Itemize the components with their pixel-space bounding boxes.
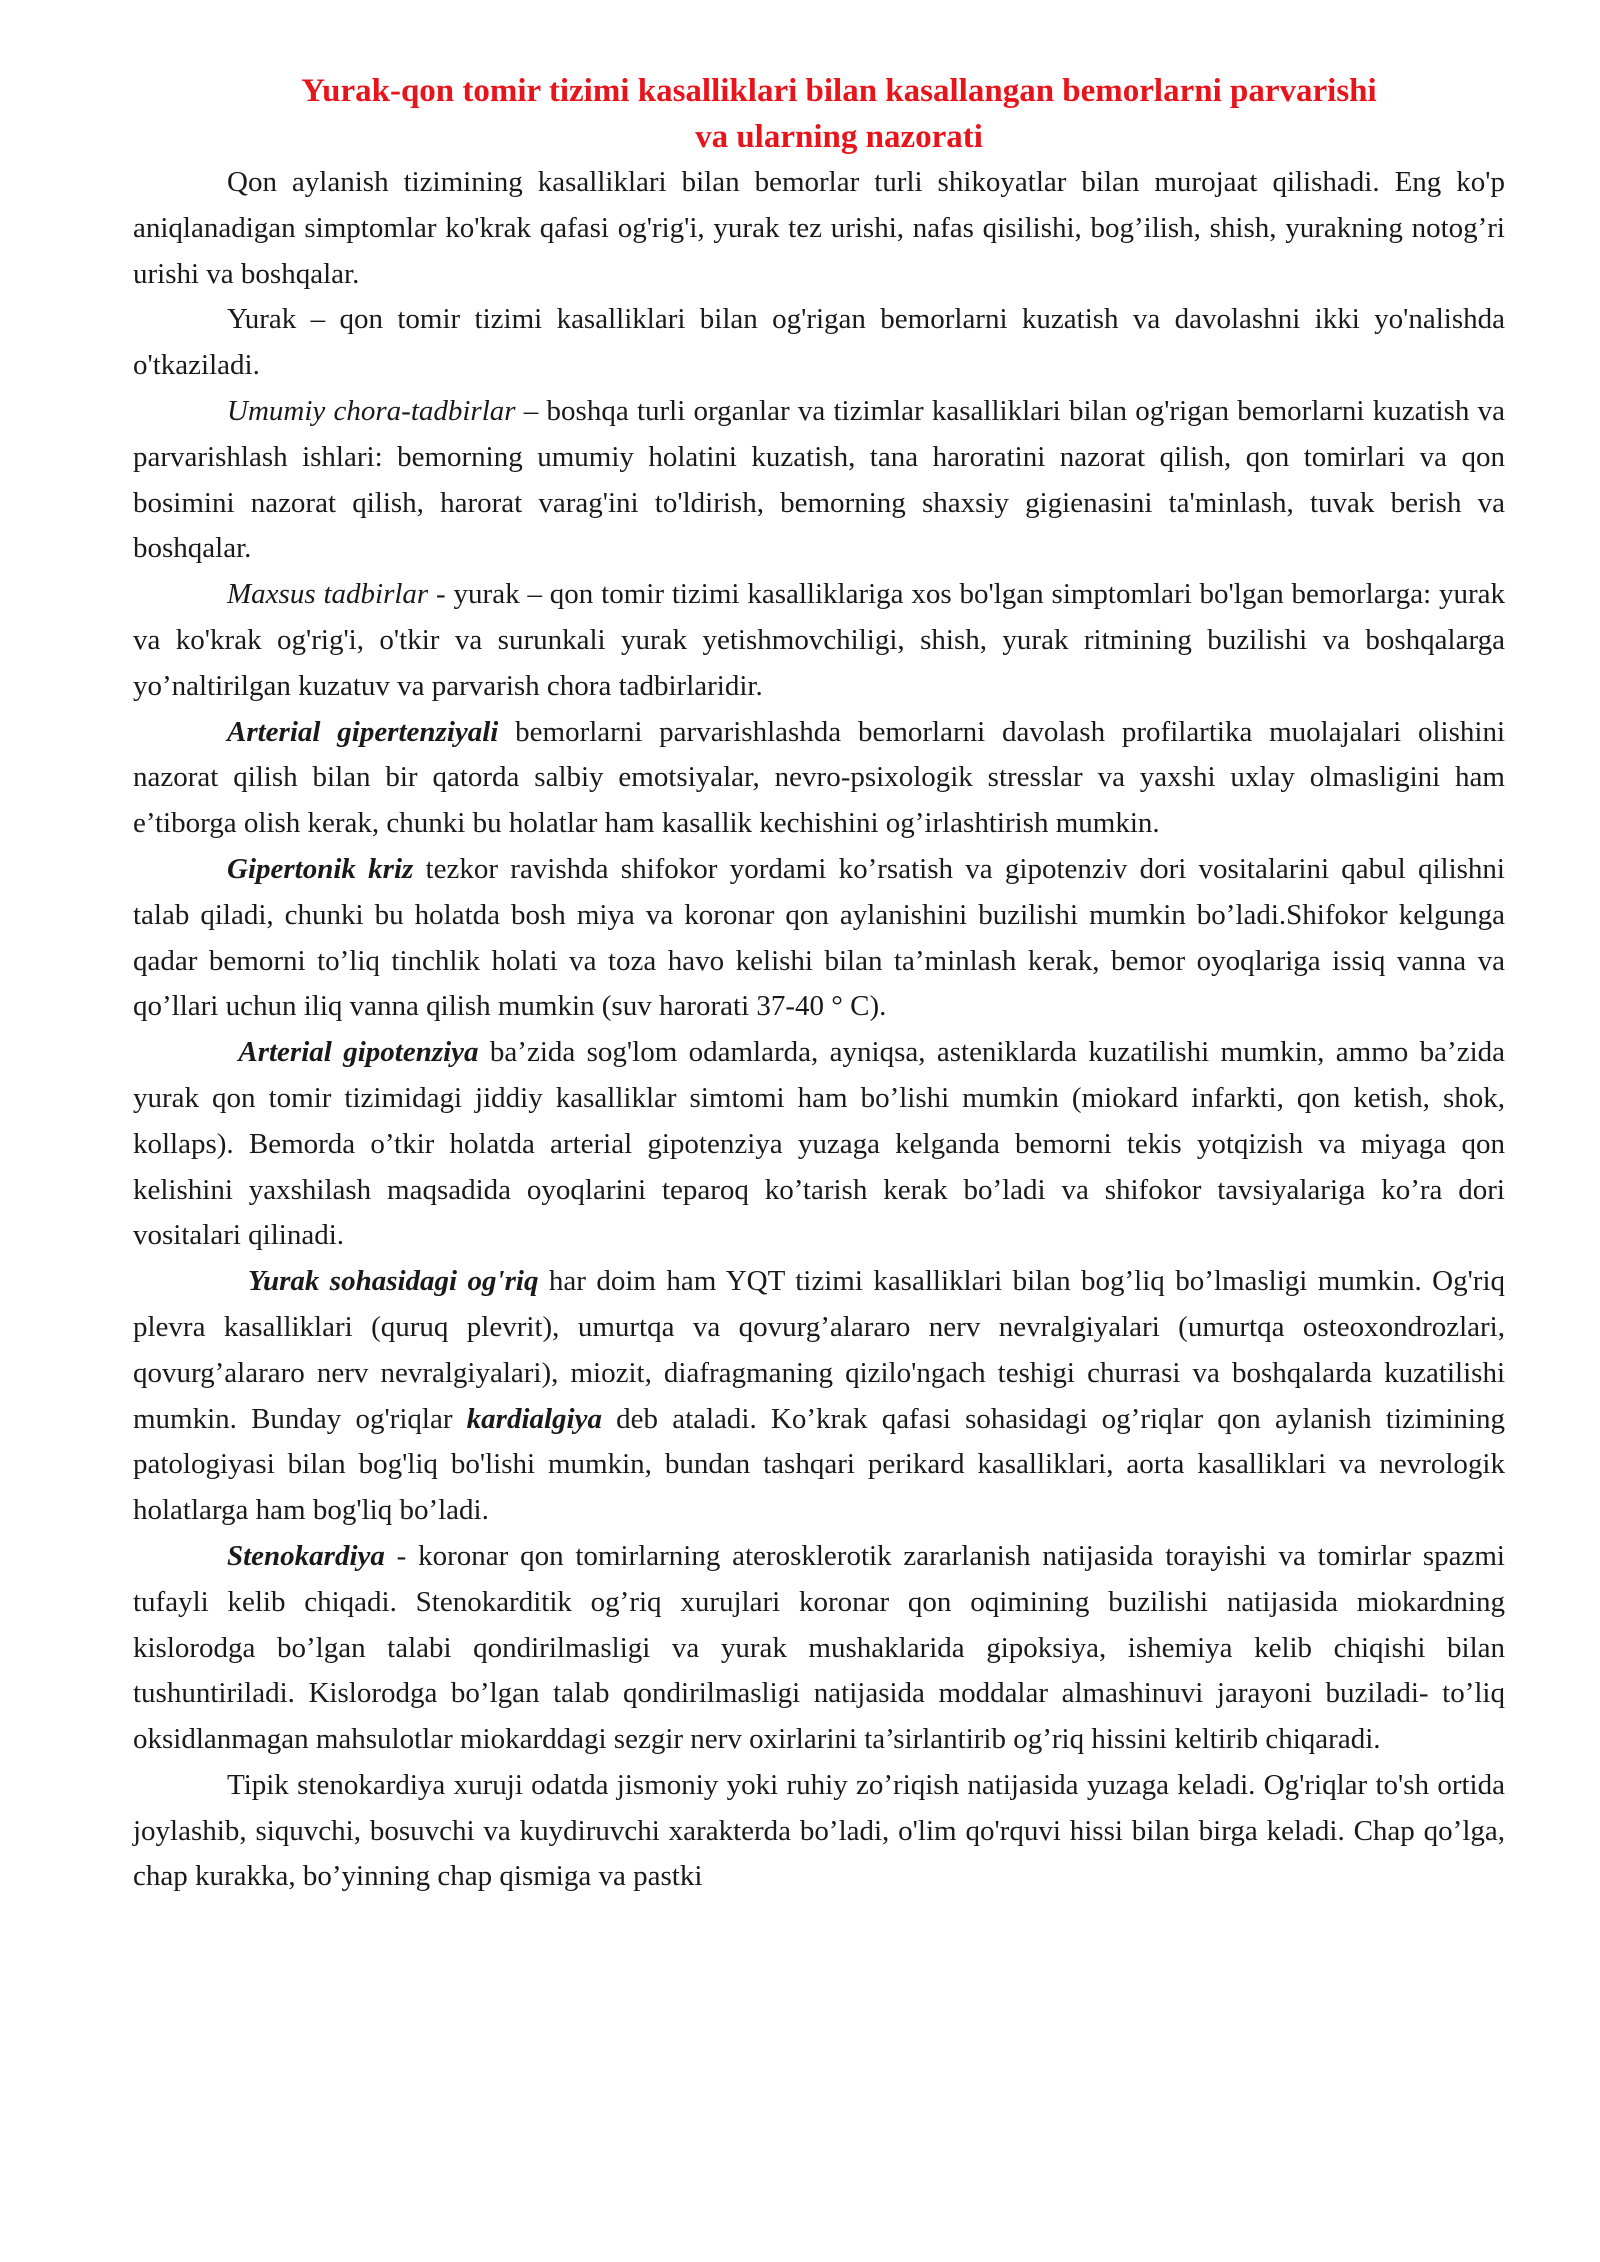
paragraph-term: Maxsus tadbirlar xyxy=(227,578,429,611)
paragraph-text-2: deb ataladi. Ko’krak qafasi sohasidagi og’riqlar qon aylanish tizimining patologiyasi bilan bog'liq bo'lishi mumkin, bundan tashqari perikard kasalliklari, aorta kasalliklari va nevrologik holatlarga ham bog'liq bo’ladi. xyxy=(133,1402,1505,1527)
paragraph-text: ba’zida sog'lom odamlarda, ayniqsa, asteniklarda kuzatilishi mumkin, ammo ba’zida yurak qon tomir tizimidagi jiddiy kasalliklar simtomi ham bo’lishi mumkin (miokard infarkti, qon ketish, shok, kollaps). Bemorda o’tkir holatda arterial gipotenziya yuzaga kelganda bemorni tekis yotqizish va miyaga qon kelishini yaxshilash maqsadida oyoqlarini teparoq ko’tarish kerak bo’ladi va shifokor tavsiyalariga ko’ra dori vositalari qilinadi. xyxy=(133,1036,1505,1252)
paragraph-text: har doim ham YQT tizimi kasalliklari bilan bog’liq bo’lmasligi mumkin. Og'riq plevra kasalliklari (quruq plevrit), umurtqa va qovurg’alararo nerv nevralgiyalari (umurtqa osteoxondrozlari, qovurg’alararo nerv nevralgiyalari), miozit, diafragmaning qizilo'ngach teshigi churrasi va boshqalarda kuzatilishi mumkin. Bunday og'riqlar xyxy=(133,1265,1506,1435)
document-title xyxy=(133,68,1505,160)
paragraph-term: Stenokardiya xyxy=(227,1539,385,1572)
paragraph-5 xyxy=(133,710,1505,847)
paragraph-6 xyxy=(133,847,1505,1030)
paragraph-text: tezkor ravishda shifokor yordami ko’rsatish va gipotenziv dori vositalarini qabul qilishni talab qiladi, chunki bu holatda bosh miya va koronar qon aylanishini buzilishi mumkin bo’ladi.Shifokor kelgunga qadar bemorni to’liq tinchlik holati va toza havo kelishi bilan ta’minlash kerak, bemor oyoqlariga issiq vanna va qo’llari uchun iliq vanna qilish mumkin (suv harorati 37-40 ° C). xyxy=(133,852,1505,1023)
paragraph-text: Qon aylanish tizimining kasalliklari bilan bemorlar turli shikoyatlar bilan murojaat qilishadi. Eng ko'p aniqlanadigan simptomlar ko'krak qafasi og'rig'i, yurak tez urishi, nafas qisilishi, bog’ilish, shish, yurakning notog’ri urishi va boshqalar. xyxy=(133,166,1505,290)
title-line-1: Yurak-qon tomir tizimi kasalliklari bilan kasallangan bemorlarni parvarishi xyxy=(301,73,1377,109)
paragraph-2 xyxy=(133,297,1505,389)
paragraph-8 xyxy=(133,1259,1505,1534)
paragraph-term: Gipertonik kriz xyxy=(227,852,414,885)
paragraph-term: Arterial gipertenziyali xyxy=(227,715,499,748)
paragraph-text: Yurak – qon tomir tizimi kasalliklari bilan og'rigan bemorlarni kuzatish va davolashni ikki yo'nalishda o'tkaziladi. xyxy=(133,303,1505,382)
paragraph-text: – boshqa turli organlar va tizimlar kasalliklari bilan og'rigan bemorlarni kuzatish va parvarishlash ishlari: bemorning umumiy holatini kuzatish, tana haroratini nazorat qilish, qon tomirlari va qon bosimini nazorat qilish, harorat varag'ini to'ldirish, bemorning shaxsiy gigienasini ta'minlash, tuvak berish va boshqalar. xyxy=(133,394,1505,565)
paragraph-text: - koronar qon tomirlarning aterosklerotik zararlanish natijasida torayishi va tomirlar spazmi tufayli kelib chiqadi. Stenokarditik og’riq xurujlari koronar qon oqimining buzilishi natijasida miokardning kislorodga bo’lgan talabi qondirilmasligi va yurak mushaklarida gipoksiya, ishemiya kelib chiqishi bilan tushuntiriladi. Kislorodga bo’lgan talab qondirilmasligi natijasida moddalar almashinuvi jarayoni buziladi- to’liq oksidlanmagan mahsulotlar miokarddagi sezgir nerv oxirlarini ta’sirlantirib og’riq hissini keltirib chiqaradi. xyxy=(133,1539,1505,1756)
paragraph-text: bemorlarni parvarishlashda bemorlarni davolash profilartika muolajalari olishini nazorat qilish bilan bir qatorda salbiy emotsiyalar, nevro-psixologik stresslar va yaxshi uxlay olmasligini ham e’tiborga olish kerak, chunki bu holatlar ham kasallik kechishini og’irlashtirish mumkin. xyxy=(133,715,1505,840)
paragraph-lead-space xyxy=(227,1265,248,1297)
paragraph-text: Tipik stenokardiya xuruji odatda jismoniy yoki ruhiy zo’riqish natijasida yuzaga keladi. Og'riqlar to'sh ortida joylashib, siquvchi, bosuvchi va kuydiruvchi xarakterda bo’ladi, o'lim qo'rquvi hissi bilan birga keladi. Chap qo’lga, chap kurakka, bo’yinning chap qismiga va pastki xyxy=(133,1768,1505,1893)
title-line-2: va ularning nazorati xyxy=(695,119,983,155)
paragraph-lead-space xyxy=(227,1036,238,1068)
paragraph-7 xyxy=(133,1030,1505,1259)
paragraph-9 xyxy=(133,1534,1505,1763)
paragraph-10 xyxy=(133,1763,1505,1900)
paragraph-term: Yurak sohasidagi og'riq xyxy=(247,1265,539,1298)
paragraph-3 xyxy=(133,389,1505,572)
paragraph-term: Arterial gipotenziya xyxy=(238,1036,479,1069)
paragraph-4 xyxy=(133,572,1505,709)
paragraph-1 xyxy=(133,160,1505,297)
paragraph-term: Umumiy chora-tadbirlar xyxy=(227,394,516,427)
paragraph-text: - yurak – qon tomir tizimi kasalliklariga xos bo'lgan simptomlari bo'lgan bemorlarga: yurak va ko'krak og'rig'i, o'tkir va surunkali yurak yetishmovchiligi, shish, yurak ritmining buzilishi va boshqalarga yo’naltirilgan kuzatuv va parvarish chora tadbirlaridir. xyxy=(133,578,1506,702)
paragraph-term-2: kardialgiya xyxy=(466,1402,602,1435)
